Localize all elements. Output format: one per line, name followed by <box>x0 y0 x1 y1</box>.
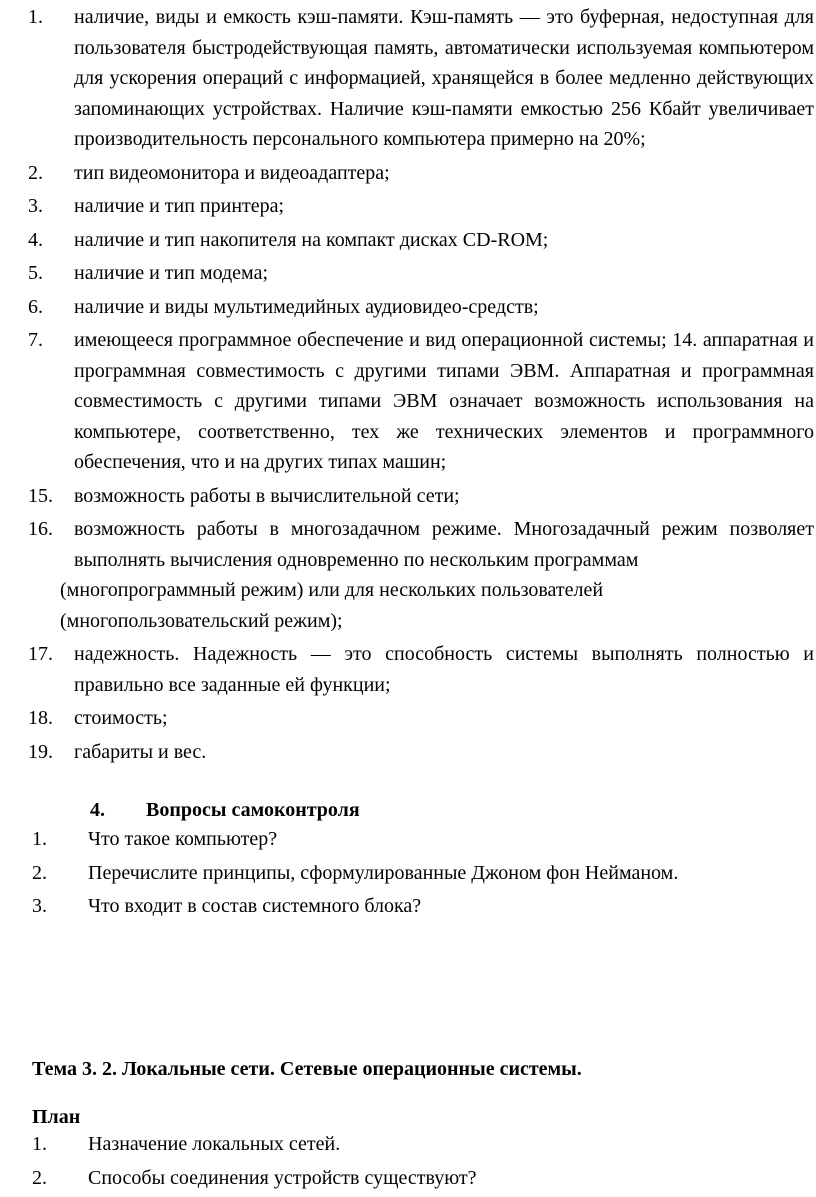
list-item-number: 2. <box>28 161 43 184</box>
topic-title: Тема 3. 2. Локальные сети. Сетевые операционные системы. <box>32 1058 582 1080</box>
section-heading-number: 4. <box>90 799 105 821</box>
list-item-text-block <box>60 514 814 636</box>
list-item <box>28 158 814 189</box>
list-item-continuation: (многопрограммный режим) или для нескольких пользователей <box>60 579 604 601</box>
list-item-number: 2. <box>32 861 47 884</box>
list-item <box>32 1163 792 1194</box>
list-item-text: наличие и тип принтера; <box>74 195 285 217</box>
list-item-text: возможность работы в вычислительной сети; <box>74 484 460 507</box>
list-item <box>28 191 814 222</box>
list-item-text: Назначение локальных сетей. <box>88 1133 341 1155</box>
list-item-text: габариты и вес. <box>74 740 207 763</box>
list-item-number: 7. <box>28 329 43 351</box>
list-item <box>28 325 814 478</box>
list-item-text: Что такое компьютер? <box>88 828 278 850</box>
list-item-text: возможность работы в многозадачном режиме. Многозадачный режим позволяет выполнять вычисления одновременно по нескольким программам <box>74 518 814 571</box>
list-item-text: надежность. Надежность — это способность системы выполнять полностью и правильно все заданные ей функции; <box>74 643 814 696</box>
list-item <box>28 292 814 323</box>
list-item-number: 18. <box>28 707 53 729</box>
list-item-text: Что входит в состав системного блока? <box>88 895 422 917</box>
list-item-number: 15. <box>28 484 53 507</box>
characteristics-list <box>28 2 814 770</box>
list-item <box>28 225 814 256</box>
list-item-text: наличие и виды мультимедийных аудиовидео-средств; <box>74 295 539 318</box>
questions-list <box>32 824 792 925</box>
section-heading <box>90 795 360 825</box>
list-item <box>28 481 814 512</box>
list-item <box>28 639 814 700</box>
list-item-text: Способы соединения устройств существуют? <box>88 1166 477 1189</box>
list-item-number: 3. <box>28 195 43 217</box>
list-item <box>28 703 814 734</box>
list-item <box>28 258 814 289</box>
list-item-number: 4. <box>28 228 43 251</box>
plan-list <box>32 1129 792 1196</box>
list-item-text: тип видеомонитора и видеоадаптера; <box>74 161 390 184</box>
list-item-number: 1. <box>28 6 43 28</box>
list-item <box>28 737 814 768</box>
list-item-number: 1. <box>32 1133 47 1155</box>
list-item-text: Перечислите принципы, сформулированные Джоном фон Нейманом. <box>88 861 679 884</box>
list-item-number: 3. <box>32 895 47 917</box>
list-item-text: имеющееся программное обеспечение и вид операционной системы; 14. аппаратная и программная совместимость с другими типами ЭВМ. Аппаратная и программная совместимость с другими типами ЭВМ означает возможность использования на компьютере, соответственно, тех же технических элементов и программного обеспечения, что и на других типах машин; <box>74 329 814 473</box>
list-item-text: наличие и тип накопителя на компакт дисках CD-ROM; <box>74 228 549 251</box>
list-item-number: 16. <box>28 518 53 540</box>
list-item <box>32 891 792 922</box>
list-item-number: 1. <box>32 828 47 850</box>
list-item <box>32 1129 792 1160</box>
list-item-continuation: (многопользовательский режим); <box>60 609 343 632</box>
list-item <box>28 2 814 155</box>
list-item-number: 19. <box>28 740 53 763</box>
list-item-text: стоимость; <box>74 707 168 729</box>
list-item-number: 5. <box>28 262 43 284</box>
list-item-text: наличие, виды и емкость кэш-памяти. Кэш-память — это буферная, недоступная для пользователя быстродействующая память, автоматически используемая компьютером для ускорения операций с информацией, хранящейся в более медленно действующих запоминающих устройствах. Наличие кэш-памяти емкостью 256 Кбайт увеличивает производительность персонального компьютера примерно на 20%; <box>74 6 814 150</box>
list-item <box>32 824 792 855</box>
list-item-number: 6. <box>28 295 43 318</box>
list-item-number: 17. <box>28 643 53 665</box>
list-item-number: 2. <box>32 1166 47 1189</box>
list-item-text: наличие и тип модема; <box>74 262 269 284</box>
section-heading-title: Вопросы самоконтроля <box>146 799 360 821</box>
list-item <box>28 514 814 636</box>
list-item <box>32 858 792 889</box>
plan-heading: План <box>32 1106 81 1128</box>
